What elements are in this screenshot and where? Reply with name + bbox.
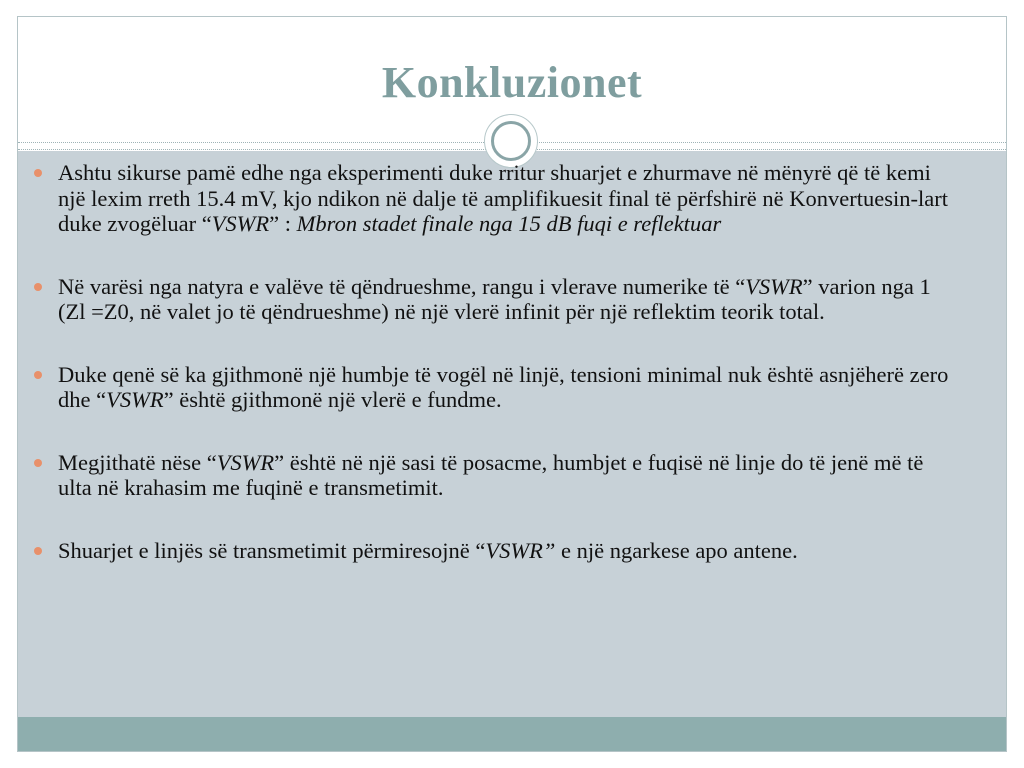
bullet-item [34, 362, 959, 413]
bullet-text: e një ngarkese apo antene. [555, 537, 798, 563]
vswr-term: VSWR [106, 387, 164, 412]
bullet-item [34, 160, 959, 237]
bullet-text: Megjithatë nëse “ [58, 449, 217, 475]
vswr-term: VSWR [745, 273, 803, 299]
bullet-dot-icon [34, 169, 42, 177]
bullet-text: ” është gjithmonë një vlerë e fundme. [163, 387, 502, 412]
bullet-text: ” është në një sasi të posacme, humbjet e fuqisë në linje do të jenë më të ulta në krahasim me fuqinë e transmetimit. [58, 449, 924, 500]
bullet-item [34, 274, 959, 325]
bullet-text: ” varion nga 1 (Zl =Z0, në valet jo të qëndrueshme) në një vlerë infinit për një reflektim teorik total. [58, 273, 931, 324]
bullet-dot-icon [34, 547, 42, 555]
vswr-term: VSWR” [485, 537, 556, 563]
bullet-text-italic: Mbron stadet finale nga 15 dB fuqi e reflektuar [296, 211, 722, 236]
bullet-dot-icon [34, 371, 42, 379]
bullet-dot-icon [34, 283, 42, 291]
bullet-item [34, 538, 959, 564]
bullet-item [34, 450, 959, 501]
bullet-text: Në varësi nga natyra e valëve të qëndrueshme, rangu i vlerave numerike të “ [58, 273, 746, 299]
bullet-text: Shuarjet e linjës së transmetimit përmiresojnë “ [58, 537, 486, 563]
vswr-term: VSWR [216, 449, 275, 475]
footer-band [18, 717, 1006, 751]
vswr-term: VSWR [211, 211, 270, 236]
bullet-text: Duke qenë së ka gjithmonë një humbje të vogël në linjë, tensioni minimal nuk është asnjëherë zero dhe “ [58, 361, 949, 412]
bullet-text: ” : [269, 211, 297, 236]
bullet-text: Ashtu sikurse pamë edhe nga eksperimenti duke rritur shuarjet e zhurmave në mënyrë që të kemi një lexim rreth 15.4 mV, kjo ndikon në dalje të amplifikuesit final të përfshirë në Konvertuesin-lart duke zvogëluar “ [58, 160, 948, 236]
bullet-list [34, 160, 959, 600]
circle-ornament-inner [491, 121, 531, 161]
slide-title: Konkluzionet [381, 58, 643, 107]
bullet-dot-icon [34, 459, 42, 467]
